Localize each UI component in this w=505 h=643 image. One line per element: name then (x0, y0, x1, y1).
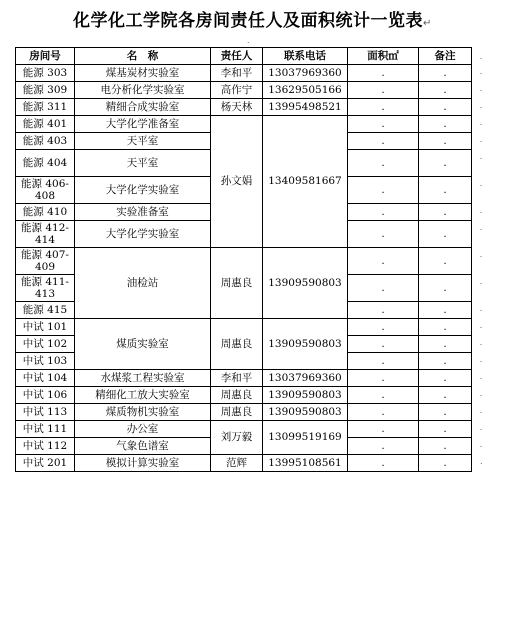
remark-cell: . (419, 302, 472, 319)
remark-cell: . (419, 99, 472, 116)
row-end-mark: . (479, 100, 483, 110)
table-row (16, 82, 491, 99)
name-cell: 实验准备室 (75, 204, 211, 221)
row-end-mark: . (479, 439, 483, 449)
person-cell: 周惠良 (211, 248, 263, 319)
room-cell: 中试 106 (16, 387, 75, 404)
header-row (16, 48, 491, 65)
area-cell: . (348, 99, 419, 116)
remark-cell: . (419, 455, 472, 472)
remark-cell: . (419, 438, 472, 455)
paragraph-mark: ↵ (423, 18, 432, 29)
name-cell: 大学化学实验室 (75, 221, 211, 248)
remark-cell: . (419, 82, 472, 99)
room-cell: 能源 303 (16, 65, 75, 82)
room-cell: 中试 112 (16, 438, 75, 455)
person-cell: 高作宁 (211, 82, 263, 99)
person-cell: 杨天林 (211, 99, 263, 116)
row-end-mark: . (479, 337, 483, 347)
table-row (16, 319, 491, 336)
name-cell: 水煤浆工程实验室 (75, 370, 211, 387)
room-cell: 能源 311 (16, 99, 75, 116)
room-cell: 能源 406-408 (16, 177, 75, 204)
header-room: 房间号 (16, 48, 75, 65)
room-cell: 中试 101 (16, 319, 75, 336)
paragraph-mark: . (247, 36, 250, 45)
row-end-mark: . (479, 303, 483, 313)
person-cell: 周惠良 (211, 387, 263, 404)
room-cell: 中试 103 (16, 353, 75, 370)
row-end-mark: . (479, 66, 483, 76)
name-cell: 煤质实验室 (75, 319, 211, 370)
remark-cell: . (419, 116, 472, 133)
room-cell: 中试 102 (16, 336, 75, 353)
table-row (16, 404, 491, 421)
room-cell: 能源 309 (16, 82, 75, 99)
row-end-mark: . (479, 205, 483, 215)
room-cell: 能源 404 (16, 150, 75, 177)
name-cell: 天平室 (75, 150, 211, 177)
header-phone: 联系电话 (263, 48, 348, 65)
area-cell: . (348, 370, 419, 387)
row-end-mark: . (479, 371, 483, 381)
row-end-mark: . (479, 456, 483, 466)
row-end-mark: . (479, 405, 483, 415)
remark-cell: . (419, 221, 472, 248)
person-cell: 范辉 (211, 455, 263, 472)
row-end-mark: . (479, 249, 483, 259)
remark-cell: . (419, 204, 472, 221)
room-cell: 中试 201 (16, 455, 75, 472)
remark-cell: . (419, 248, 472, 275)
area-cell: . (348, 248, 419, 275)
name-cell: 煤质物机实验室 (75, 404, 211, 421)
room-cell: 能源 415 (16, 302, 75, 319)
area-cell: . (348, 221, 419, 248)
area-cell: . (348, 177, 419, 204)
room-cell: 能源 410 (16, 204, 75, 221)
phone-cell: 13909590803 (263, 404, 348, 421)
area-cell: . (348, 150, 419, 177)
room-cell: 能源 401 (16, 116, 75, 133)
area-cell: . (348, 275, 419, 302)
row-end-mark: . (479, 134, 483, 144)
phone-cell: 13037969360 (263, 370, 348, 387)
person-cell: 李和平 (211, 370, 263, 387)
name-cell: 油检站 (75, 248, 211, 319)
phone-cell: 13909590803 (263, 387, 348, 404)
area-cell: . (348, 353, 419, 370)
row-end-mark: . (479, 83, 483, 93)
area-cell: . (348, 302, 419, 319)
table-row (16, 99, 491, 116)
person-cell: 李和平 (211, 65, 263, 82)
name-cell: 大学化学实验室 (75, 177, 211, 204)
phone-cell: 13995498521 (263, 99, 348, 116)
table-row (16, 387, 491, 404)
remark-cell: . (419, 275, 472, 302)
remark-cell: . (419, 387, 472, 404)
area-cell: . (348, 116, 419, 133)
name-cell: 精细合成实验室 (75, 99, 211, 116)
room-cell: 能源 411-413 (16, 275, 75, 302)
row-end-mark: . (479, 222, 483, 232)
room-cell: 能源 407-409 (16, 248, 75, 275)
area-cell: . (348, 336, 419, 353)
remark-cell: . (419, 421, 472, 438)
table-row (16, 370, 491, 387)
area-cell: . (348, 404, 419, 421)
page-title: 化学化工学院各房间责任人及面积统计一览表↵ (73, 11, 432, 31)
name-cell: 电分析化学实验室 (75, 82, 211, 99)
remark-cell: . (419, 404, 472, 421)
person-cell: 刘万毅 (211, 421, 263, 455)
phone-cell: 13909590803 (263, 319, 348, 370)
area-cell: . (348, 133, 419, 150)
person-cell: 周惠良 (211, 319, 263, 370)
phone-cell: 13037969360 (263, 65, 348, 82)
name-cell: 煤基炭材实验室 (75, 65, 211, 82)
remark-cell: . (419, 336, 472, 353)
row-end-mark: . (479, 276, 483, 286)
name-cell: 精细化工放大实验室 (75, 387, 211, 404)
room-cell: 中试 113 (16, 404, 75, 421)
area-cell: . (348, 421, 419, 438)
name-cell: 气象色谱室 (75, 438, 211, 455)
person-cell: 孙文娟 (211, 116, 263, 248)
name-cell: 大学化学准备室 (75, 116, 211, 133)
area-cell: . (348, 204, 419, 221)
row-end-mark: . (479, 354, 483, 364)
row-end-mark: . (479, 151, 483, 161)
remark-cell: . (419, 177, 472, 204)
name-cell: 模拟计算实验室 (75, 455, 211, 472)
room-cell: 能源 412-414 (16, 221, 75, 248)
phone-cell: 13909590803 (263, 248, 348, 319)
phone-cell: 13409581667 (263, 116, 348, 248)
remark-cell: . (419, 370, 472, 387)
header-name: 名 称 (75, 48, 211, 65)
table-row (16, 248, 491, 275)
area-cell: . (348, 82, 419, 99)
phone-cell: 13099519169 (263, 421, 348, 455)
row-end-mark: . (479, 117, 483, 127)
table-row (16, 65, 491, 82)
phone-cell: 13629505166 (263, 82, 348, 99)
room-cell: 能源 403 (16, 133, 75, 150)
row-end-mark: . (479, 422, 483, 432)
remark-cell: . (419, 353, 472, 370)
area-cell: . (348, 65, 419, 82)
area-cell: . (348, 438, 419, 455)
area-cell: . (348, 319, 419, 336)
header-area: 面积㎡ (348, 48, 419, 65)
remark-cell: . (419, 319, 472, 336)
row-end-mark: . (479, 178, 483, 188)
remark-cell: . (419, 65, 472, 82)
table-row (16, 421, 491, 438)
area-cell: . (348, 455, 419, 472)
row-end-mark: . (479, 388, 483, 398)
room-cell: 中试 104 (16, 370, 75, 387)
name-cell: 办公室 (75, 421, 211, 438)
phone-cell: 13995108561 (263, 455, 348, 472)
person-cell: 周惠良 (211, 404, 263, 421)
area-cell: . (348, 387, 419, 404)
name-cell: 天平室 (75, 133, 211, 150)
row-end-mark: . (479, 320, 483, 330)
header-person: 责任人 (211, 48, 263, 65)
table-row (16, 116, 491, 133)
room-table (15, 47, 491, 472)
room-cell: 中试 111 (16, 421, 75, 438)
row-end-mark: . (479, 51, 483, 61)
remark-cell: . (419, 150, 472, 177)
remark-cell: . (419, 133, 472, 150)
table-row (16, 455, 491, 472)
header-remark: 备注 (419, 48, 472, 65)
